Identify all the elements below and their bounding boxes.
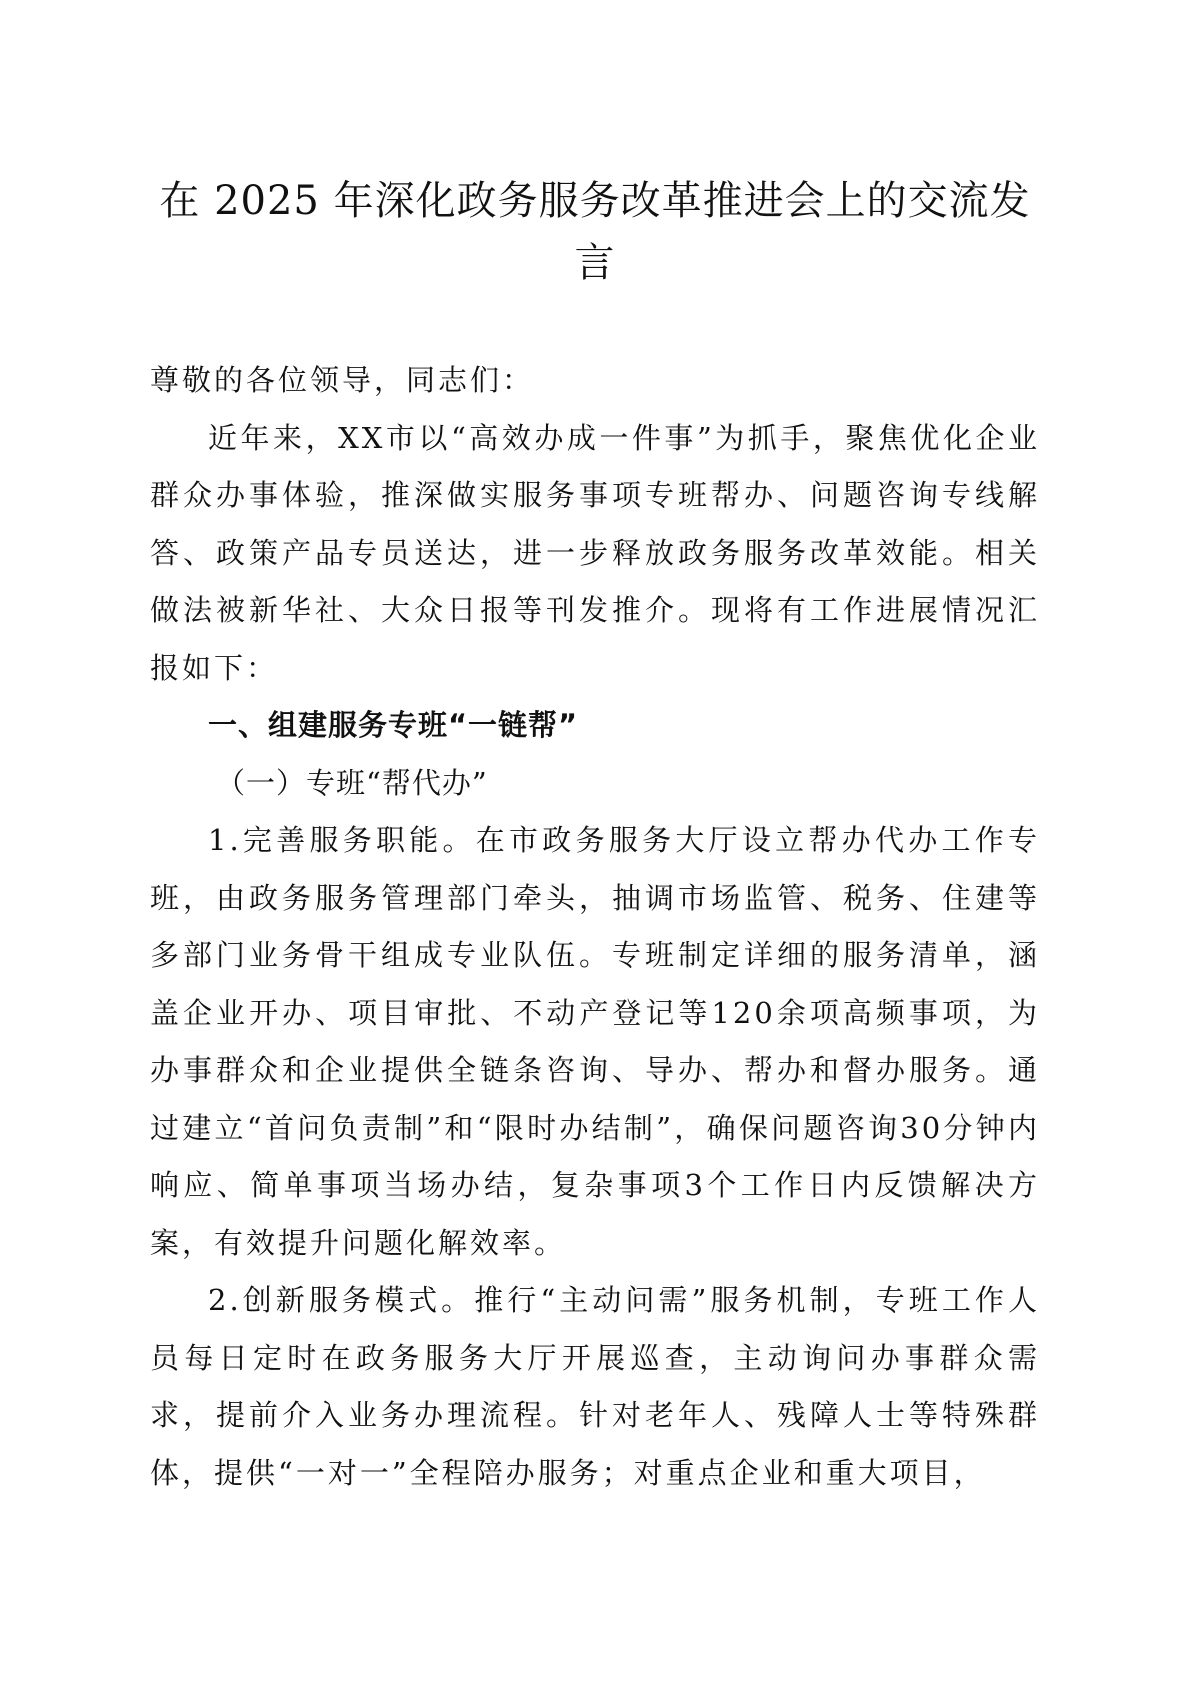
salutation: 尊敬的各位领导，同志们： xyxy=(150,363,535,397)
paragraph-point-2: 2.创新服务模式。推行“主动问需”服务机制，专班工作人员每日定时在政务服务大厅开展巡查，主动询问办事群众需求，提前介入业务办理流程。针对老年人、残障人士等特殊群体，提供“一对一”全程陪办服务；对重点企业和重大项目， xyxy=(150,1283,1040,1490)
document-body xyxy=(150,352,1040,1502)
paragraph-point-1: 1.完善服务职能。在市政务服务大厅设立帮办代办工作专班，由政务服务管理部门牵头，抽调市场监管、税务、住建等多部门业务骨干组成专业队伍。专班制定详细的服务清单，涵盖企业开办、项目审批、不动产登记等120余项高频事项，为办事群众和企业提供全链条咨询、导办、帮办和督办服务。通过建立“首问负责制”和“限时办结制”，确保问题咨询30分钟内响应、简单事项当场办结，复杂事项3个工作日内反馈解决方案，有效提升问题化解效率。 xyxy=(150,823,1040,1260)
section-heading-1: 一、组建服务专班“一链帮” xyxy=(208,708,579,742)
subsection-heading-1: （一）专班“帮代办” xyxy=(216,765,488,800)
intro-paragraph: 近年来，XX市以“高效办成一件事”为抓手，聚焦优化企业群众办事体验，推深做实服务事项专班帮办、问题咨询专线解答、政策产品专员送达，进一步释放政务服务改革效能。相关做法被新华社、大众日报等刊发推介。现将有工作进展情况汇报如下： xyxy=(150,420,1040,685)
document-title: 在 2025 年深化政务服务改革推进会上的交流发言 xyxy=(159,178,1031,286)
